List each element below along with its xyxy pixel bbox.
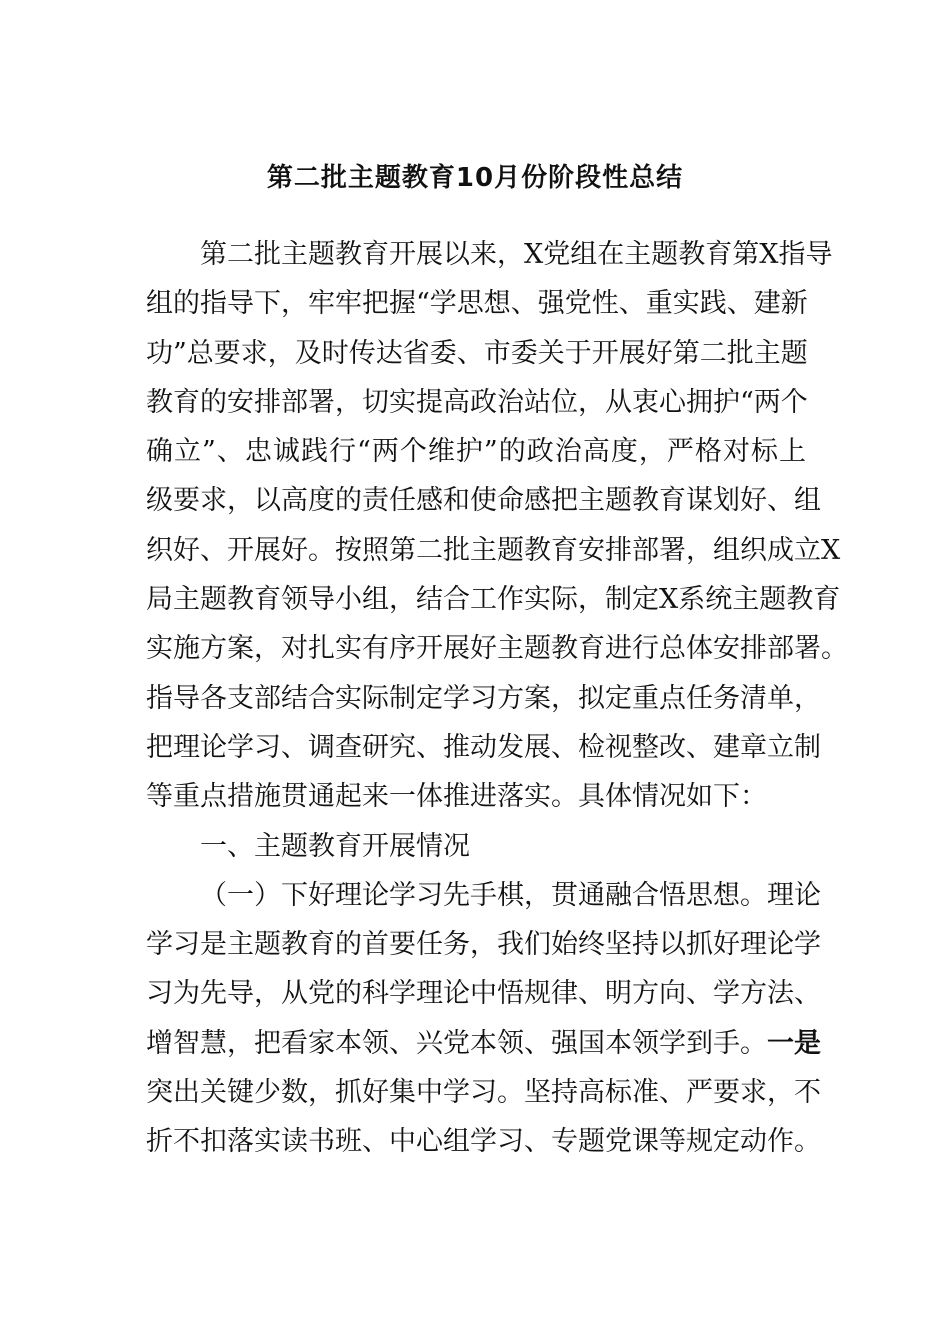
section-heading: 一、主题教育开展情况 xyxy=(200,830,470,862)
paragraph-line: 组的指导下，牢牢把握“学思想、强党性、重实践、建新 xyxy=(146,288,808,320)
paragraph-line: 折不扣落实读书班、中心组学习、专题党课等规定动作。 xyxy=(146,1126,821,1158)
paragraph-text: 增智慧，把看家本领、兴党本领、强国本领学到手。 xyxy=(146,1027,767,1059)
paragraph-line: 教育的安排部署，切实提高政治站位，从衷心拥护“两个 xyxy=(146,386,808,418)
paragraph-line: 把理论学习、调查研究、推动发展、检视整改、建章立制 xyxy=(146,731,821,763)
document-body xyxy=(146,230,848,1167)
bold-marker: 一是 xyxy=(767,1027,821,1059)
paragraph-line: 习为先导，从党的科学理论中悟规律、明方向、学方法、 xyxy=(146,978,821,1010)
paragraph-line: 第二批主题教育开展以来，X党组在主题教育第X指导 xyxy=(200,239,833,270)
paragraph-line: 等重点措施贯通起来一体推进落实。具体情况如下： xyxy=(146,781,767,813)
paragraph-line: 局主题教育领导小组，结合工作实际，制定X系统主题教育 xyxy=(146,584,841,616)
paragraph-line: 确立”、忠诚践行“两个维护”的政治高度，严格对标上 xyxy=(146,436,806,468)
paragraph-line: 指导各支部结合实际制定学习方案，拟定重点任务清单， xyxy=(146,682,821,714)
document-title: 第二批主题教育10月份阶段性总结 xyxy=(266,163,684,193)
paragraph-line: 实施方案，对扎实有序开展好主题教育进行总体安排部署。 xyxy=(146,633,848,665)
paragraph-line: 功”总要求，及时传达省委、市委关于开展好第二批主题 xyxy=(146,337,808,369)
paragraph-line-with-marker xyxy=(146,1019,821,1068)
paragraph-line: 级要求，以高度的责任感和使命感把主题教育谋划好、组 xyxy=(146,485,821,517)
paragraph-line: （一）下好理论学习先手棋，贯通融合悟思想。理论 xyxy=(200,879,821,911)
paragraph-line: 织好、开展好。按照第二批主题教育安排部署，组织成立X xyxy=(146,534,841,566)
paragraph-line: 突出关键少数，抓好集中学习。坚持高标准、严要求，不 xyxy=(146,1077,821,1109)
paragraph-line: 学习是主题教育的首要任务，我们始终坚持以抓好理论学 xyxy=(146,929,821,961)
